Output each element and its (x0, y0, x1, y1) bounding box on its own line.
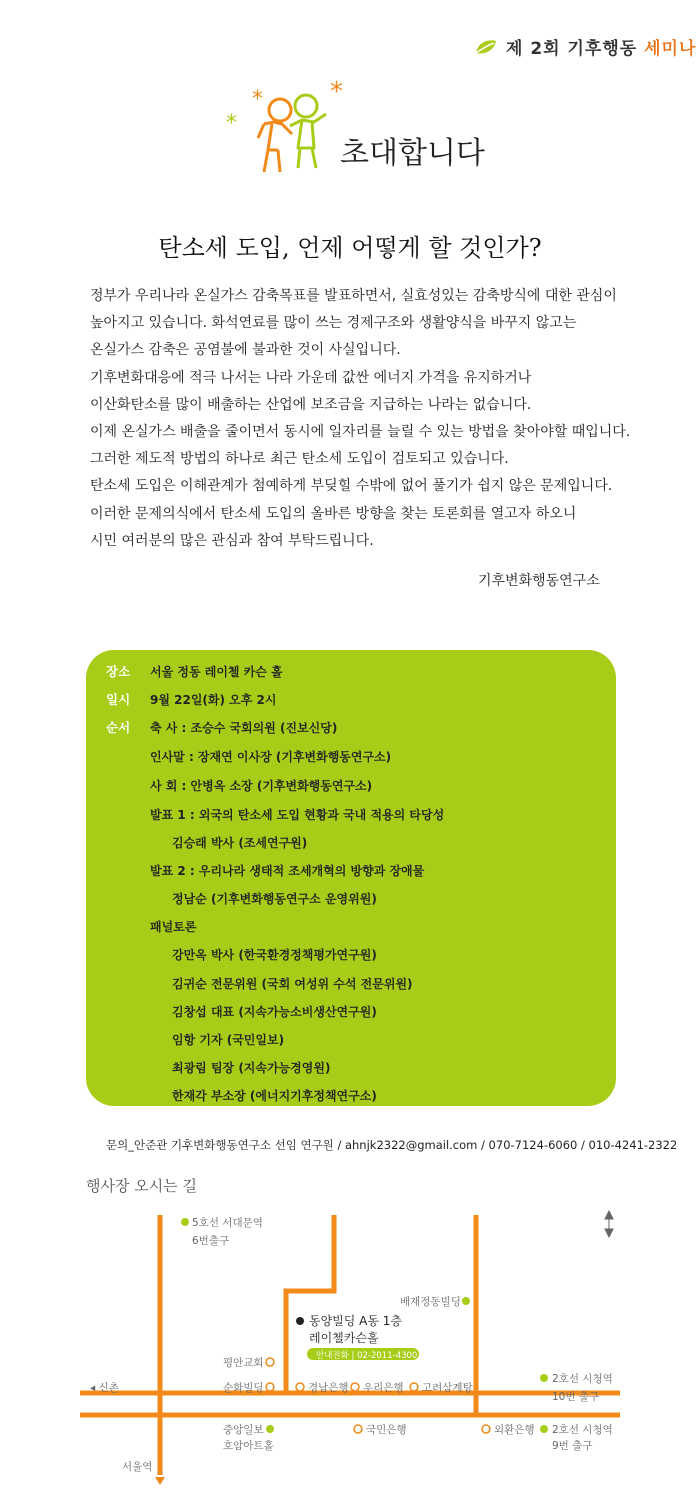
oehwan-label: 외환은행 (494, 1424, 535, 1436)
page-title: 탄소세 도입, 언제 어떻게 할 것인가? (158, 234, 542, 262)
program-item: 강만옥 박사 (한국환경정책평가연구원) (172, 948, 377, 962)
program-item: 김승래 박사 (조세연구원) (172, 836, 308, 850)
date-value: 9월 22일(화) 오후 2시 (150, 693, 277, 707)
joongang-label: 중앙일보 (223, 1424, 264, 1436)
invite-heading: 초대합니다 (340, 136, 485, 171)
body-line: 이산화탄소를 많이 배출하는 산업에 보조금을 지급하는 나라는 없습니다. (90, 396, 532, 413)
subway-icon (181, 1218, 189, 1226)
exit6-label: 6번출구 (192, 1235, 230, 1247)
directions-map (0, 1205, 700, 1512)
down-arrow-icon (155, 1477, 165, 1485)
hall-label: 레이첼카슨홀 (309, 1331, 379, 1345)
program-item: 발표 1 : 외국의 탄소세 도입 현황과 국내 적용의 타당성 (150, 808, 445, 822)
body-line: 이제 온실가스 배출을 줄이면서 동시에 일자리를 늘릴 수 있는 방법을 찾아야할 때입니다. (90, 424, 631, 441)
program-item: 발표 2 : 우리나라 생태적 조세개혁의 방향과 장애물 (150, 864, 425, 878)
sinchon-label: ◂ 신촌 (90, 1382, 119, 1394)
program-item: 김창섭 대표 (지속가능소비생산연구원) (172, 1005, 377, 1019)
place-value: 서울 정동 레이첼 카슨 홀 (150, 665, 283, 679)
program-item: 사 회 : 안병옥 소장 (기후변화행동연구소) (150, 779, 373, 793)
hoam-label: 호암아트홀 (223, 1440, 274, 1452)
seodaemun-label: 5호선 서대문역 (192, 1217, 263, 1229)
body-line: 높아지고 있습니다. 화석연료를 많이 쓰는 경제구조와 생활양식을 바꾸지 않고는 (90, 315, 577, 332)
program-item: 임항 기자 (국민일보) (172, 1033, 285, 1047)
program-item: 패널토론 (150, 920, 197, 934)
body-line: 온실가스 감축은 공염불에 불과한 것이 사실입니다. (90, 342, 401, 359)
sunhwa-label: 순화빌딩 (223, 1382, 264, 1394)
directions-title: 행사장 오시는 길 (86, 1177, 197, 1195)
body-line: 이러한 문제의식에서 탄소세 도입의 올바른 방향을 찾는 토론회를 열고자 하오니 (90, 505, 577, 522)
seminar-brand (474, 34, 696, 59)
exit9-label: 9번 출구 (552, 1440, 593, 1452)
brand-prefix: 제 2회 기후행동 (506, 39, 638, 59)
invitation-body (90, 283, 660, 555)
body-line: 시민 여러분의 많은 관심과 참여 부탁드립니다. (90, 532, 374, 549)
date-label: 일시 (106, 692, 131, 707)
goryeo-label: 고려삼계탕 (422, 1382, 473, 1394)
program-item: 한재각 부소장 (에너지기후정책연구소) (172, 1089, 377, 1103)
cityhall10-label: 2호선 시청역 (552, 1373, 613, 1385)
contact-info: 문의_안준관 기후변화행동연구소 선임 연구원 / ahnjk2322@gmail.com / 070-7124-6060 / 010-4241-2322 (106, 1138, 678, 1152)
pyeongan-label: 평안교회 (223, 1357, 264, 1369)
woori-label: 우리은행 (363, 1382, 404, 1394)
seoulstation-label: 서울역 (122, 1461, 153, 1473)
svg-text:*: * (330, 78, 343, 107)
svg-text:*: * (226, 111, 237, 136)
organization-signature: 기후변화행동연구소 (478, 573, 600, 589)
brand-accent: 세미나 (644, 39, 697, 59)
destination-icon (296, 1317, 304, 1325)
program-item: 정남순 (기후변화행동연구소 운영위원) (172, 892, 377, 906)
cityhall9-label: 2호선 시청역 (552, 1424, 613, 1436)
program-item: 김귀순 전문위원 (국회 여성위 수석 전문위원) (172, 977, 413, 991)
body-line: 탄소세 도입은 이해관계가 첨예하게 부딪힐 수밖에 없어 풀기가 쉽지 않은 문제입니다. (90, 478, 613, 495)
body-line: 정부가 우리나라 온실가스 감축목표를 발표하면서, 실효성있는 감축방식에 대한 관심이 (90, 288, 617, 304)
program-item: 인사말 : 장재연 이사장 (기후변화행동연구소) (150, 750, 392, 764)
place-label: 장소 (106, 664, 131, 679)
body-line: 그러한 제도적 방법의 하나로 최근 탄소세 도입이 검토되고 있습니다. (90, 451, 509, 468)
landmark-dot-icon (462, 1297, 470, 1305)
program-item: 최광림 팀장 (지속가능경영원) (172, 1061, 331, 1075)
phone-label: 안내전화 | 02-2011-4300 (316, 1351, 418, 1361)
bajae-label: 배재정동빌딩 (400, 1296, 461, 1308)
north-arrow-icon (605, 1211, 613, 1237)
kookmin-label: 국민은행 (366, 1424, 407, 1436)
building-label: 동양빌딩 A동 1층 (309, 1314, 403, 1328)
gyeongnam-label: 경남은행 (308, 1382, 349, 1394)
order-label: 순서 (106, 720, 131, 735)
exit10-label: 10번 출구 (552, 1391, 600, 1403)
program-item: 축 사 : 조승수 국회의원 (진보신당) (150, 721, 338, 735)
body-line: 기후변화대응에 적극 나서는 나라 가운데 값싼 에너지 가격을 유지하거나 (90, 369, 532, 386)
svg-text:*: * (252, 87, 263, 112)
leaf-icon (474, 37, 498, 57)
